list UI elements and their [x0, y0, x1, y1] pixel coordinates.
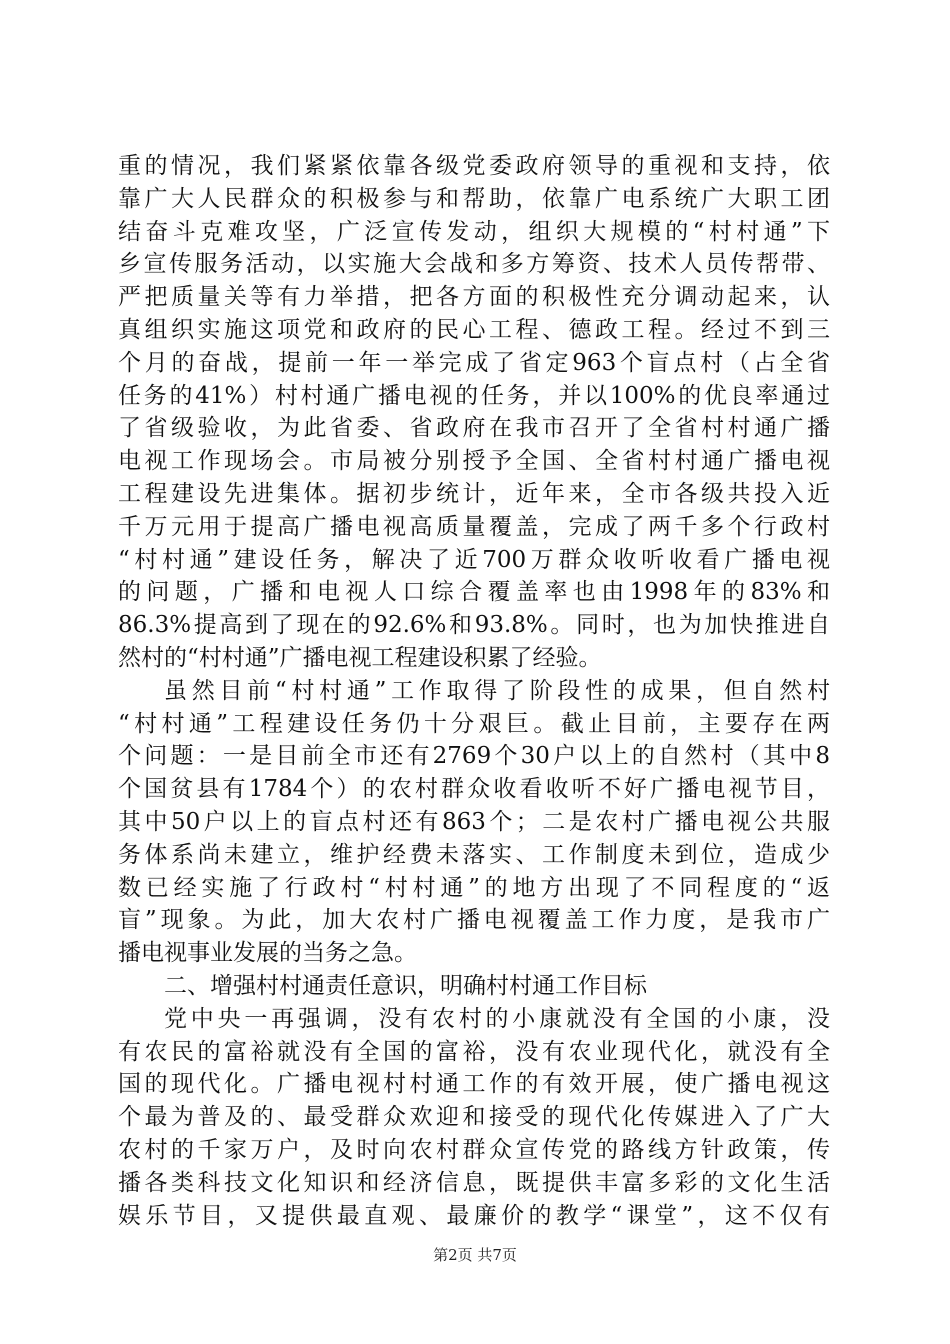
text-line: 国的现代化。广播电视村村通工作的有效开展，使广播电视这: [118, 1071, 830, 1098]
section-heading: 二、增强村村通责任意识，明确村村通工作目标: [164, 972, 647, 999]
text-line: 工程建设先进集体。据初步统计，近年来，全市各级共投入近: [118, 480, 830, 507]
text-line: 了省级验收，为此省委、省政府在我市召开了全省村村通广播: [118, 415, 830, 442]
text-line: 乡宣传服务活动，以实施大会战和多方筹资、技术人员传帮带、: [118, 251, 830, 278]
text-line: 重的情况，我们紧紧依靠各级党委政府领导的重视和支持，依: [118, 153, 830, 179]
text-line: 个问题：一是目前全市还有2769个30户以上的自然村（其中8: [118, 743, 830, 770]
text-line: 86.3%提高到了现在的92.6%和93.8%。同时，也为加快推进自: [118, 612, 830, 639]
text-line: 个最为普及的、最受群众欢迎和接受的现代化传媒进入了广大: [118, 1104, 830, 1131]
text-line: “村村通”工程建设任务仍十分艰巨。截止目前，主要存在两: [118, 710, 830, 737]
text-line: 个国贫县有1784个）的农村群众收看收听不好广播电视节目，: [118, 776, 830, 803]
page-indicator: 第2页 共7页: [433, 1246, 517, 1264]
paragraph-first-line: 党中央一再强调，没有农村的小康就没有全国的小康，没: [164, 1005, 830, 1032]
text-line: 数已经实施了行政村“村村通”的地方出现了不同程度的“返: [118, 874, 830, 901]
text-line: 真组织实施这项党和政府的民心工程、德政工程。经过不到三: [118, 316, 830, 343]
text-line: 个月的奋战，提前一年一举完成了省定963个盲点村（占全省: [118, 349, 830, 376]
paragraph-first-line: 虽然目前“村村通”工作取得了阶段性的成果，但自然村: [164, 677, 830, 704]
text-line: 其中50户以上的盲点村还有863个；二是农村广播电视公共服: [118, 808, 830, 835]
text-line: 结奋斗克难攻坚，广泛宣传发动，组织大规模的“村村通”下: [118, 218, 830, 245]
text-line: 播各类科技文化知识和经济信息，既提供丰富多彩的文化生活: [118, 1169, 830, 1196]
text-line: 严把质量关等有力举措，把各方面的积极性充分调动起来，认: [118, 284, 830, 311]
text-line: 靠广大人民群众的积极参与和帮助，依靠广电系统广大职工团: [118, 185, 830, 212]
text-line: 然村的“村村通”广播电视工程建设积累了经验。: [118, 644, 602, 671]
text-line: “村村通”建设任务，解决了近700万群众收听收看广播电视: [118, 546, 830, 573]
text-line: 有农民的富裕就没有全国的富裕，没有农业现代化，就没有全: [118, 1038, 830, 1065]
body-text: [118, 150, 830, 1232]
text-line: 盲”现象。为此，加大农村广播电视覆盖工作力度，是我市广: [118, 907, 830, 934]
page-footer: [0, 1244, 950, 1265]
text-line: 千万元用于提高广播电视高质量覆盖，完成了两千多个行政村: [118, 513, 830, 540]
text-line: 务体系尚未建立，维护经费未落实、工作制度未到位，造成少: [118, 841, 830, 868]
text-line: 电视工作现场会。市局被分别授予全国、全省村村通广播电视: [118, 448, 830, 475]
text-line: 娱乐节目，又提供最直观、最廉价的教学“课堂”，这不仅有: [118, 1202, 830, 1229]
text-line: 农村的千家万户，及时向农村群众宣传党的路线方针政策，传: [118, 1136, 830, 1163]
text-line: 播电视事业发展的当务之急。: [118, 940, 417, 967]
text-line: 任务的41%）村村通广播电视的任务，并以100%的优良率通过: [118, 382, 830, 409]
text-line: 的问题，广播和电视人口综合覆盖率也由1998年的83%和: [118, 579, 830, 606]
